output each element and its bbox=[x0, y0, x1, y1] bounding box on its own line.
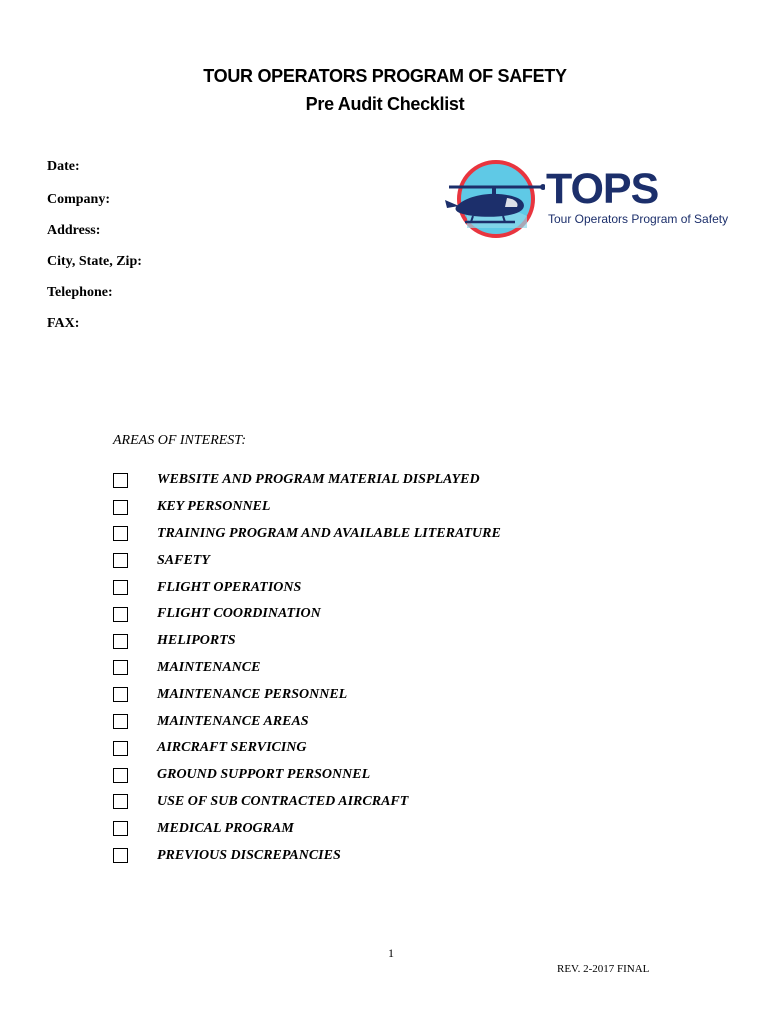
checkbox[interactable] bbox=[113, 473, 128, 488]
checklist-item-label: FLIGHT OPERATIONS bbox=[157, 579, 302, 595]
logo-tagline: Tour Operators Program of Safety bbox=[548, 212, 729, 226]
checklist-item-label: HELIPORTS bbox=[157, 633, 236, 649]
checkbox[interactable] bbox=[113, 634, 128, 649]
checklist-item bbox=[113, 762, 501, 789]
checklist-item-label: MEDICAL PROGRAM bbox=[157, 820, 294, 836]
checkbox[interactable] bbox=[113, 580, 128, 595]
checklist-item-label: TRAINING PROGRAM AND AVAILABLE LITERATURE bbox=[157, 525, 501, 541]
checklist-item-label: MAINTENANCE AREAS bbox=[157, 713, 309, 729]
checklist-item bbox=[113, 521, 501, 548]
fax-label: FAX: bbox=[47, 316, 80, 331]
checkbox[interactable] bbox=[113, 660, 128, 675]
checklist-item-label: PREVIOUS DISCREPANCIES bbox=[157, 847, 341, 863]
checklist-item bbox=[113, 655, 501, 682]
revision-label: REV. 2-2017 FINAL bbox=[557, 963, 650, 975]
checklist-item-label: KEY PERSONNEL bbox=[157, 499, 271, 515]
checkbox[interactable] bbox=[113, 768, 128, 783]
city-state-zip-label: City, State, Zip: bbox=[47, 254, 142, 269]
logo-wordmark: TOPS bbox=[546, 165, 659, 213]
document-title: TOUR OPERATORS PROGRAM OF SAFETY bbox=[203, 66, 567, 86]
checkbox[interactable] bbox=[113, 848, 128, 863]
checkbox[interactable] bbox=[113, 500, 128, 515]
checkbox[interactable] bbox=[113, 714, 128, 729]
checkbox[interactable] bbox=[113, 794, 128, 809]
areas-checklist bbox=[113, 467, 501, 869]
checkbox[interactable] bbox=[113, 607, 128, 622]
checklist-item bbox=[113, 467, 501, 494]
checkbox[interactable] bbox=[113, 741, 128, 756]
document-subtitle: Pre Audit Checklist bbox=[305, 94, 465, 114]
tops-logo bbox=[445, 158, 745, 240]
page-number: 1 bbox=[388, 946, 394, 960]
checklist-item bbox=[113, 494, 501, 521]
checklist-item bbox=[113, 547, 501, 574]
checkbox[interactable] bbox=[113, 526, 128, 541]
checkbox[interactable] bbox=[113, 687, 128, 702]
date-label: Date: bbox=[47, 159, 80, 174]
company-label: Company: bbox=[47, 192, 111, 207]
checklist-item bbox=[113, 601, 501, 628]
helicopter-icon bbox=[445, 158, 545, 240]
checklist-item-label: FLIGHT COORDINATION bbox=[157, 606, 321, 622]
checklist-item-label: SAFETY bbox=[157, 552, 210, 568]
checkbox[interactable] bbox=[113, 553, 128, 568]
checklist-item-label: MAINTENANCE bbox=[157, 659, 261, 675]
telephone-label: Telephone: bbox=[47, 285, 113, 300]
checklist-item-label: WEBSITE AND PROGRAM MATERIAL DISPLAYED bbox=[157, 472, 480, 488]
checklist-item bbox=[113, 574, 501, 601]
checklist-item bbox=[113, 681, 501, 708]
checklist-item-label: AIRCRAFT SERVICING bbox=[157, 740, 307, 756]
checklist-item bbox=[113, 789, 501, 816]
checklist-item bbox=[113, 708, 501, 735]
checklist-item-label: MAINTENANCE PERSONNEL bbox=[157, 686, 348, 702]
checklist-item bbox=[113, 842, 501, 869]
address-label: Address: bbox=[47, 223, 101, 238]
checklist-item bbox=[113, 628, 501, 655]
checklist-item bbox=[113, 735, 501, 762]
checklist-item-label: USE OF SUB CONTRACTED AIRCRAFT bbox=[157, 793, 409, 809]
checklist-item bbox=[113, 815, 501, 842]
checklist-item-label: GROUND SUPPORT PERSONNEL bbox=[157, 767, 371, 783]
areas-of-interest-heading: AREAS OF INTEREST: bbox=[113, 433, 246, 448]
checkbox[interactable] bbox=[113, 821, 128, 836]
